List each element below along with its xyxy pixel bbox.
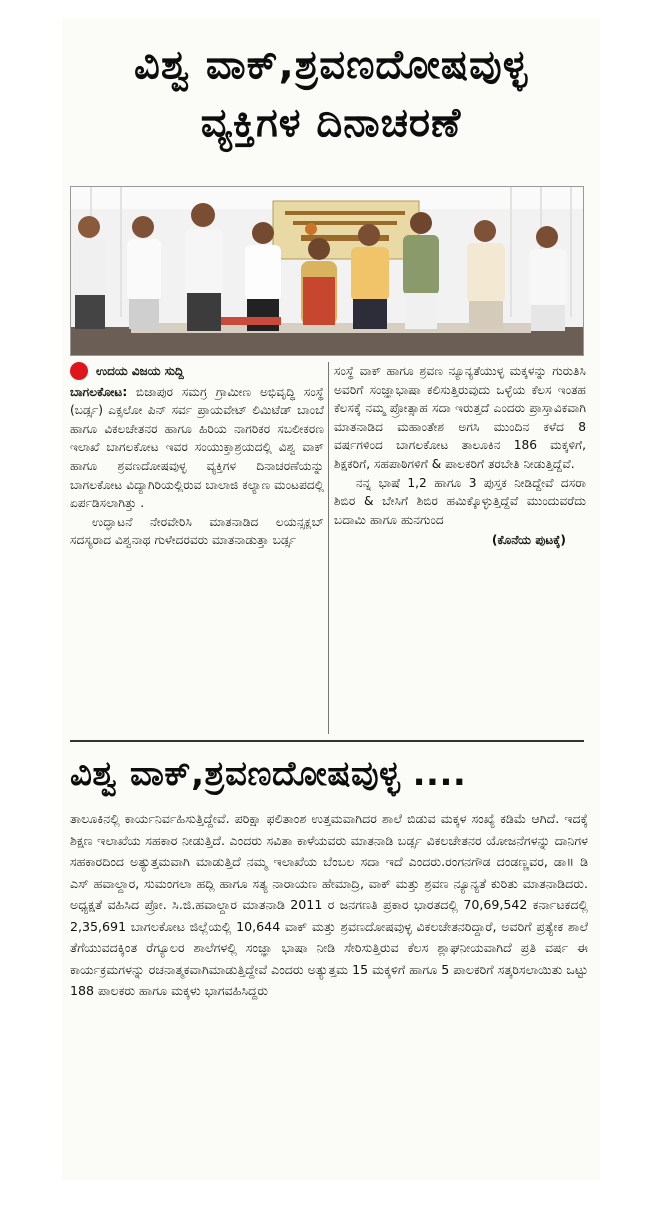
event-photo — [70, 186, 584, 356]
continued-note: (ಕೊನೆಯ ಪುಟಕ್ಕೆ) — [491, 533, 566, 548]
event-photo-illustration — [71, 187, 583, 355]
continuation-headline: ವಿಶ್ವ ವಾಕ್,ಶ್ರವಣದೋಷವುಳ್ಳ .... — [70, 754, 467, 794]
banner-logo — [305, 223, 317, 235]
headline-line-1: ವಿಶ್ವ ವಾಕ್,ಶ್ರವಣದೋಷವುಳ್ಳ — [134, 42, 528, 88]
credit-text: ಉದಯ ವಿಜಯ ಸುದ್ದಿ — [96, 364, 184, 378]
continuation-body — [70, 808, 588, 1002]
article-paragraph — [70, 383, 324, 513]
dateline: ಬಾಗಲಕೋಟ: — [70, 384, 128, 399]
event-banner — [273, 201, 419, 259]
article-paragraph: ಸಂಸ್ಥೆ ವಾಕ್ ಹಾಗೂ ಶ್ರವಣ ನ್ಯೂನ್ಯತೆಯುಳ್ಳ ಮಕ್ಕಳನ್ನು ಗುರುತಿಸಿ ಅವರಿಗೆ ಸಂಜ್ಞಾಭಾಷಾ ಕಲಿಸುತ್ತಿರುವುದು ಒಳ್ಳೆಯ ಕೆಲಸ ಇಂತಹ ಕೆಲಸಕ್ಕೆ ನಮ್ಮ ಪ್ರೋತ್ಸಾಹ ಸದಾ ಇರುತ್ತದೆ ಎಂದರು ಪ್ರಾಸ್ತಾವಿಕವಾಗಿ ಮಾತನಾಡಿದ ಮಹಾಂತೇಶ ಅಗಸಿ ಮುಂದಿನ ಕಳೆದ 8 ವರ್ಷಗಳಿಂದ ಬಾಗಲಕೋಟ ತಾಲೂಕಿನ 186 ಮಕ್ಕಳಿಗೆ, ಶಿಕ್ಷಕರಿಗೆ, ಸಹಪಾಠಿಗಳಿಗೆ & ಪಾಲಕರಿಗೆ ತರಬೇತಿ ನೀಡುತ್ತಿದ್ದೆವೆ. — [334, 364, 586, 471]
headline-line-2: ವ್ಯಕ್ತಿಗಳ ದಿನಾಚರಣೆ — [200, 100, 462, 146]
flower-decoration — [221, 317, 281, 325]
credit-dot-icon — [70, 362, 88, 380]
column-divider — [328, 362, 329, 734]
article-paragraph: ನನ್ನ ಭಾಷೆ 1,2 ಹಾಗೂ 3 ಪುಸ್ತಕ ನೀಡಿದ್ದೇವೆ ದಸರಾ ಶಿಬಿರ & ಬೇಸಿಗೆ ಶಿಬಿರ ಹಮಿಕ್ಕೊಳ್ಳುತ್ತಿದ್ದೆವೆ ಮುಂದುವರೆದು ಬದಾಮಿ ಹಾಗೂ ಹುನಗುಂದ — [334, 475, 586, 527]
news-credit — [70, 362, 324, 381]
headline — [62, 36, 600, 152]
section-rule — [70, 740, 584, 742]
article-column-right — [334, 362, 586, 550]
newspaper-clipping — [62, 18, 600, 1180]
continuation-text: ತಾಲೂಕಿನಲ್ಲಿ ಕಾರ್ಯನಿರ್ವಹಿಸುತ್ತಿದ್ದೇವೆ. ಪರಿಕ್ಷಾ ಫಲಿತಾಂಶ ಉತ್ತಮವಾಗಿದರ ಶಾಲೆ ಬಿಡುವ ಮಕ್ಕಳ ಸಂಖ್ಯೆ ಕಡಿಮೆ ಆಗಿದೆ. ಇದಕ್ಕೆ ಶಿಕ್ಷಣ ಇಲಾಖೆಯ ಸಹಕಾರ ನೀಡುತ್ತಿದೆ. ಎಂದರು ಸವಿತಾ ಕಾಳೆಯವರು ಮಾತನಾಡಿ ಬರ್ಡ್ಸ ವಿಕಲಚೇತನರ ಯೋಜನೆಗಳನ್ನು ದಾನಿಗಳ ಸಹಕಾರದಿಂದ ಅತ್ಯುತ್ತಮವಾಗಿ ಮಾಡುತ್ತಿದೆ ನಮ್ಮ ಇಲಾಖೆಯ ಬೆಂಬಲ ಸದಾ ಇದೆ ಎಂದರು.ರಂಗನಗೌಡ ದಂಡಣ್ಣವರ, ಡಾ॥ ಡಿ ಎಸ್ ಹವಾಲ್ದಾರ, ಸುಮಂಗಲಾ ಹದ್ಲಿ ಹಾಗೂ ಸತ್ಯ ನಾರಾಯಣ ಹೇಮಾದ್ರಿ, ವಾಕ್ ಮತ್ತು ಶ್ರವಣ ನ್ಯೂನ್ಯತೆ ಕುರಿತು ಮಾತನಾಡಿದರು. ಅಧ್ಯಕ್ಷತೆ ವಹಿಸಿದ ಪ್ರೋ. ಸಿ.ಜಿ.ಹವಾಲ್ದಾರ ಮಾತನಾಡಿ 2011 ರ ಜನಗಣತಿ ಪ್ರಕಾರ ಭಾರತದಲ್ಲಿ 70,69,542 ಕರ್ನಾಟಕದಲ್ಲಿ 2,35,691 ಬಾಗಲಕೋಟ ಜಿಲ್ಲೆಯಲ್ಲಿ 10,644 ವಾಕ್ ಮತ್ತು ಶ್ರವಣದೋಷವುಳ್ಳ ವಿಕಲಚೇತನರಿದ್ದಾರೆ, ಅವರಿಗೆ ಪ್ರತ್ಯೇಕ ಶಾಲೆ ತೆಗೆಯುವದಕ್ಕಿಂತ ರೆಗ್ಯೂಲರ ಶಾಲೆಗಳಲ್ಲಿ ಸಂಜ್ಞಾ ಭಾಷಾ ನೀಡಿ ಸೇರಿಸುತ್ತಿರುವ ಕೆಲಸ ಶ್ಲಾಘನೀಯವಾಗಿದೆ ಪ್ರತಿ ವರ್ಷ ಈ ಕಾರ್ಯಕ್ರಮಗಳನ್ನು ರಚನಾತ್ಮಕವಾಗಿಮಾಡುತ್ತಿದ್ದೇವೆ ಎಂದರು ಅತ್ಯುತ್ತಮ 15 ಮಕ್ಕಳಿಗೆ ಹಾಗೂ 5 ಪಾಲಕರಿಗೆ ಸತ್ಕರಿಸಲಾಯಿತು ಒಟ್ಟು 188 ಪಾಲಕರು ಹಾಗೂ ಮಕ್ಕಳು ಭಾಗವಹಿಸಿದ್ದರು — [70, 811, 588, 998]
paragraph-text: ಬಿಜಾಪುರ ಸಮಗ್ರ ಗ್ರಾಮೀಣ ಅಭಿವೃದ್ಧಿ ಸಂಸ್ಥೆ (ಬರ್ಡ್ಸ) ಎಕ್ಸಲೋ ಪಿನ್ ಸರ್ವ ಪ್ರಾಯವೇಟ್ ಲಿಮಿಟೆಡ್ ಬಾಂಬೆ ಹಾಗೂ ವಿಕಲಚೇತನರ ಹಾಗೂ ಹಿರಿಯ ನಾಗರಿಕರ ಸಬಲೀಕರಣ ಇಲಾಖೆ ಬಾಗಲಕೋಟ ಇವರ ಸಂಯುಕ್ತಾಶ್ರಯದಲ್ಲಿ ವಿಶ್ವ ವಾಕ್ ಹಾಗೂ ಶ್ರವಣದೋಷವುಳ್ಳ ವ್ಯಕ್ತಿಗಳ ದಿನಾಚರಣೆಯನ್ನು ಬಾಗಲಕೋಟ ವಿದ್ಯಾಗಿರಿಯಲ್ಲಿರುವ ಬಾಲಾಜಿ ಕಲ್ಯಾಣ ಮಂಟಪದಲ್ಲಿ ಏರ್ಪಡಿಸಲಾಗಿತ್ತು . — [70, 384, 324, 511]
article-column-left — [70, 362, 324, 550]
article-paragraph: ಉದ್ಘಾಟನೆ ನೇರವೇರಿಸಿ ಮಾತನಾಡಿದ ಲಯನ್ಸಕ್ಲಬ್ ಸದಸ್ಯರಾದ ವಿಶ್ವನಾಥ ಗುಳೇದರವರು ಮಾತನಾಡುತ್ತಾ ಬರ್ಡ್ಸ — [70, 514, 324, 548]
